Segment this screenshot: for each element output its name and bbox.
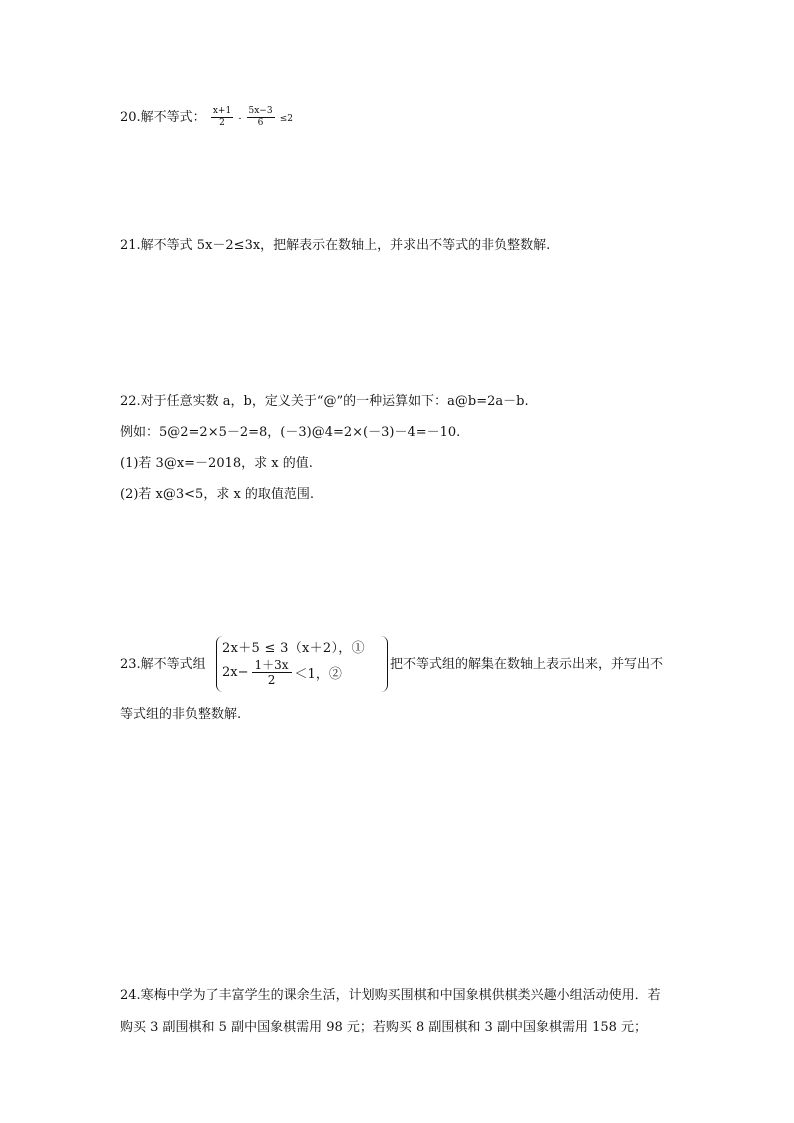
problem-22-example: 例如：5@2=2×5－2=8，(－3)@4=2×(－3)－4=－10. (120, 425, 461, 440)
problem-24-line-1: 24.寒梅中学为了丰富学生的课余生活，计划购买围棋和中国象棋供棋类兴趣小组活动使用．若 (120, 988, 661, 1003)
inequality-1: 2x＋5 ≤ 3（x＋2），① (222, 641, 365, 656)
right-brace (379, 636, 388, 692)
fraction-1-plus-3x-over-2: $\frac{1+3x}{2}$ (252, 658, 292, 687)
fraction-5x-minus-3-over-6: $\frac{5x-3}{6}$ (248, 106, 273, 128)
problem-24-line-2: 购买 3 副围棋和 5 副中国象棋需用 98 元；若购买 8 副围棋和 3 副中国象棋需用 158 元； (120, 1020, 648, 1035)
inequality-system (216, 636, 388, 692)
problem-20-suffix: ≤2 (279, 114, 293, 124)
inequality-2: 2x− $\frac{1+3x}{2}$ ＜1，② (222, 658, 342, 687)
minus-sign: - (238, 114, 242, 124)
problem-21: 21.解不等式 5x－2≤3x，把解表示在数轴上，并求出不等式的非负整数解. (120, 238, 551, 253)
problem-23-prefix: 23.解不等式组 (120, 657, 206, 672)
problem-20-prefix: 20.解不等式： (120, 110, 206, 125)
problem-22-part-2: (2)若 x@3<5，求 x 的取值范围. (120, 487, 315, 502)
problem-23-instruction: 把不等式组的解集在数轴上表示出来，并写出不 (390, 657, 664, 672)
problem-20 (120, 106, 293, 129)
problem-22-part-1: (1)若 3@x=－2018，求 x 的值. (120, 456, 313, 471)
problem-22-statement: 22.对于任意实数 a，b，定义关于“@”的一种运算如下：a@b=2a－b. (120, 394, 529, 409)
problem-23-continuation: 等式组的非负整数解. (120, 707, 242, 722)
fraction-x-plus-1-over-2: $\frac{x+1}{2}$ (212, 106, 232, 128)
